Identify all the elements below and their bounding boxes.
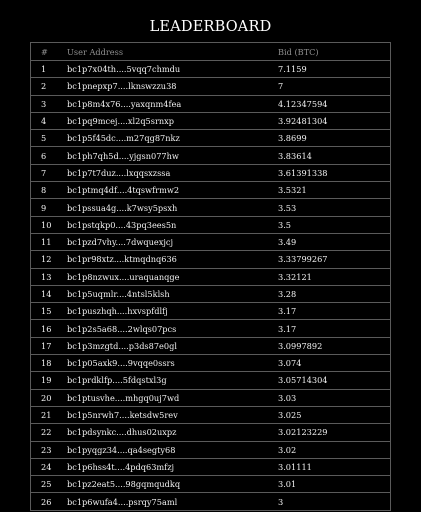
rank-cell: 19 bbox=[31, 372, 57, 389]
bid-cell: 3.02123229 bbox=[278, 424, 390, 441]
table-row bbox=[31, 320, 390, 337]
user-address-cell: bc1ptmq4df....4tqswfrmw2 bbox=[57, 182, 278, 199]
table-row bbox=[31, 233, 390, 250]
bid-cell: 3.83614 bbox=[278, 147, 390, 164]
rank-cell: 21 bbox=[31, 406, 57, 423]
table-row bbox=[31, 389, 390, 406]
bid-cell: 3.49 bbox=[278, 233, 390, 250]
rank-cell: 16 bbox=[31, 320, 57, 337]
user-address-cell: bc1p3mzgtd....p3ds87e0gl bbox=[57, 337, 278, 354]
table-row bbox=[31, 112, 390, 129]
table-row bbox=[31, 61, 390, 78]
user-address-cell: bc1pr98xtz....ktmqdnq636 bbox=[57, 251, 278, 268]
table-row bbox=[31, 303, 390, 320]
user-address-cell: bc1p5f45dc....m27qg87nkz bbox=[57, 130, 278, 147]
user-address-cell: bc1ptusvhe....mhgq0uj7wd bbox=[57, 389, 278, 406]
user-address-cell: bc1p05axk9....9vqqe0ssrs bbox=[57, 355, 278, 372]
rank-cell: 24 bbox=[31, 458, 57, 475]
column-header-bid: Bid (BTC) bbox=[278, 43, 390, 61]
rank-cell: 7 bbox=[31, 164, 57, 181]
table-row bbox=[31, 182, 390, 199]
table-row bbox=[31, 164, 390, 181]
page-title: LEADERBOARD bbox=[149, 18, 272, 35]
table-row bbox=[31, 95, 390, 112]
table-row bbox=[31, 130, 390, 147]
user-address-cell: bc1p7t7duz....lxqqsxzssa bbox=[57, 164, 278, 181]
user-address-cell: bc1prdklfp....5fdqstxl3g bbox=[57, 372, 278, 389]
rank-cell: 2 bbox=[31, 78, 57, 95]
table-row bbox=[31, 424, 390, 441]
table-header bbox=[31, 43, 390, 61]
user-address-cell: bc1p5uqmlr....4ntsl5klsh bbox=[57, 285, 278, 302]
header-row bbox=[31, 43, 390, 61]
user-address-cell: bc1ph7qh5d....yjgsn077hw bbox=[57, 147, 278, 164]
user-address-cell: bc1p8nzwux....uraquanqge bbox=[57, 268, 278, 285]
table-row bbox=[31, 372, 390, 389]
bid-cell: 3.61391338 bbox=[278, 164, 390, 181]
table-row bbox=[31, 406, 390, 423]
bid-cell: 3.92481304 bbox=[278, 112, 390, 129]
rank-cell: 15 bbox=[31, 303, 57, 320]
rank-cell: 1 bbox=[31, 61, 57, 78]
user-address-cell: bc1pstqkp0....43pq3ees5n bbox=[57, 216, 278, 233]
rank-cell: 22 bbox=[31, 424, 57, 441]
table-body bbox=[31, 61, 390, 511]
column-header-rank: # bbox=[31, 43, 57, 61]
rank-cell: 8 bbox=[31, 182, 57, 199]
table-row bbox=[31, 458, 390, 475]
bid-cell: 3.17 bbox=[278, 303, 390, 320]
user-address-cell: bc1pzd7vhy....7dwquexjcj bbox=[57, 233, 278, 250]
column-header-user-address: User Address bbox=[57, 43, 278, 61]
table-row bbox=[31, 285, 390, 302]
user-address-cell: bc1p8m4x76....yaxqnm4fea bbox=[57, 95, 278, 112]
user-address-cell: bc1p7x04th....5vqq7chmdu bbox=[57, 61, 278, 78]
bid-cell: 3.0997892 bbox=[278, 337, 390, 354]
leaderboard-table-container bbox=[30, 42, 391, 511]
bid-cell: 3.05714304 bbox=[278, 372, 390, 389]
bid-cell: 4.12347594 bbox=[278, 95, 390, 112]
table-row bbox=[31, 251, 390, 268]
table-row bbox=[31, 337, 390, 354]
rank-cell: 3 bbox=[31, 95, 57, 112]
rank-cell: 14 bbox=[31, 285, 57, 302]
bid-cell: 3 bbox=[278, 493, 390, 510]
table-row bbox=[31, 493, 390, 510]
table-row bbox=[31, 268, 390, 285]
rank-cell: 5 bbox=[31, 130, 57, 147]
user-address-cell: bc1p6wufa4....psrqy75aml bbox=[57, 493, 278, 510]
rank-cell: 26 bbox=[31, 493, 57, 510]
bid-cell: 3.28 bbox=[278, 285, 390, 302]
user-address-cell: bc1p5nrwh7....ketsdw5rev bbox=[57, 406, 278, 423]
rank-cell: 17 bbox=[31, 337, 57, 354]
table-row bbox=[31, 147, 390, 164]
bid-cell: 3.8699 bbox=[278, 130, 390, 147]
rank-cell: 11 bbox=[31, 233, 57, 250]
user-address-cell: bc1p2s5a68....2wlqs07pcs bbox=[57, 320, 278, 337]
user-address-cell: bc1pdsynkc....dhus02uxpz bbox=[57, 424, 278, 441]
rank-cell: 10 bbox=[31, 216, 57, 233]
user-address-cell: bc1pz2eat5....98gqmqudkq bbox=[57, 476, 278, 493]
bid-cell: 3.02 bbox=[278, 441, 390, 458]
bid-cell: 3.5 bbox=[278, 216, 390, 233]
bid-cell: 7.1159 bbox=[278, 61, 390, 78]
rank-cell: 13 bbox=[31, 268, 57, 285]
table-row bbox=[31, 355, 390, 372]
bid-cell: 7 bbox=[278, 78, 390, 95]
user-address-cell: bc1pnepxp7....lknswzzu38 bbox=[57, 78, 278, 95]
user-address-cell: bc1pq9mcej....xl2q5srnxp bbox=[57, 112, 278, 129]
user-address-cell: bc1pyqgz34....qa4segty68 bbox=[57, 441, 278, 458]
bid-cell: 3.025 bbox=[278, 406, 390, 423]
bid-cell: 3.53 bbox=[278, 199, 390, 216]
rank-cell: 9 bbox=[31, 199, 57, 216]
table-row bbox=[31, 78, 390, 95]
bid-cell: 3.01 bbox=[278, 476, 390, 493]
bid-cell: 3.17 bbox=[278, 320, 390, 337]
bid-cell: 3.5321 bbox=[278, 182, 390, 199]
bid-cell: 3.074 bbox=[278, 355, 390, 372]
table-row bbox=[31, 216, 390, 233]
leaderboard-table bbox=[31, 43, 390, 511]
bid-cell: 3.32121 bbox=[278, 268, 390, 285]
table-row bbox=[31, 476, 390, 493]
user-address-cell: bc1puszhqh....hxvspfdlfj bbox=[57, 303, 278, 320]
bid-cell: 3.33799267 bbox=[278, 251, 390, 268]
rank-cell: 23 bbox=[31, 441, 57, 458]
rank-cell: 12 bbox=[31, 251, 57, 268]
rank-cell: 20 bbox=[31, 389, 57, 406]
user-address-cell: bc1p6hss4t....4pdq63mfzj bbox=[57, 458, 278, 475]
rank-cell: 6 bbox=[31, 147, 57, 164]
rank-cell: 4 bbox=[31, 112, 57, 129]
user-address-cell: bc1pssua4g....k7wsy5psxh bbox=[57, 199, 278, 216]
bid-cell: 3.01111 bbox=[278, 458, 390, 475]
rank-cell: 25 bbox=[31, 476, 57, 493]
rank-cell: 18 bbox=[31, 355, 57, 372]
bid-cell: 3.03 bbox=[278, 389, 390, 406]
table-row bbox=[31, 199, 390, 216]
table-row bbox=[31, 441, 390, 458]
